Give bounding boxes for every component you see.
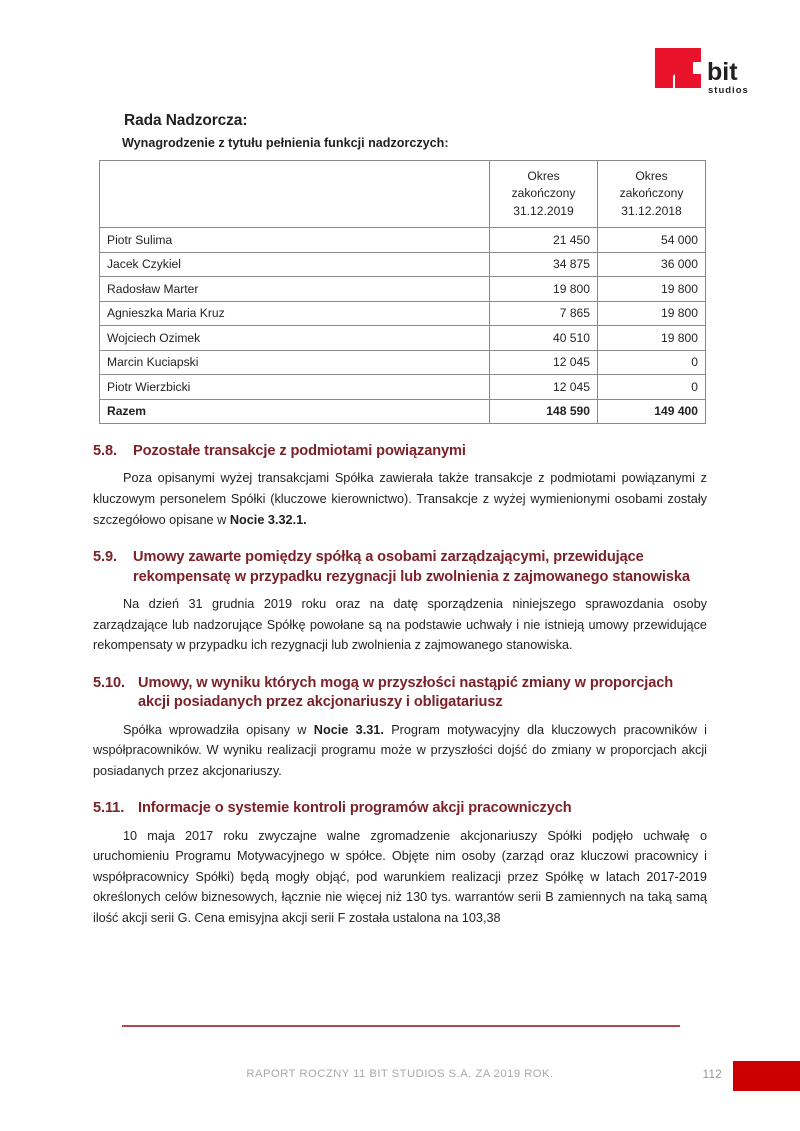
paragraph-text-bold: Nocie 3.32.1. (229, 512, 307, 527)
cell-name: Radosław Marter (100, 277, 490, 302)
table-row (100, 301, 706, 326)
footer-divider (122, 1025, 680, 1027)
cell-2019: 19 800 (490, 277, 598, 302)
cell-2018: 36 000 (598, 252, 706, 277)
table-body (100, 228, 706, 424)
cell-2019: 12 045 (490, 375, 598, 400)
paragraph-text-post: Program motywacyjny dla kluczowych pracowników i współpracowników. W wyniku realizacji programu może w przyszłości dojść do zmiany w proporcjach akcji posiadanych przez akcjonariuszy. (93, 722, 708, 778)
table-header-row (100, 161, 706, 228)
paragraph-text-pre: Spółka wprowadziła opisany w (123, 722, 314, 737)
section-number: 5.8. (93, 443, 117, 459)
section-title: Informacje o systemie kontroli programów akcji pracowniczych (138, 800, 572, 817)
logo-wordmark: bit (707, 58, 738, 86)
cell-name: Marcin Kuciapski (100, 350, 490, 375)
cell-2019: 7 865 (490, 301, 598, 326)
section-paragraph (93, 826, 707, 929)
cell-2019: 34 875 (490, 252, 598, 277)
page-number: 112 (702, 1068, 722, 1081)
table-header-period-2019 (490, 161, 598, 228)
footer-accent-block (733, 1061, 800, 1091)
paragraph-text-bold: Nocie 3.31. (313, 722, 384, 737)
cell-2018: 19 800 (598, 326, 706, 351)
header-line-1: Okres (527, 169, 560, 184)
table-header-blank (100, 161, 490, 228)
cell-total-2019: 148 590 (490, 399, 598, 424)
footer-label: RAPORT ROCZNY 11 BIT STUDIOS S.A. ZA 2019 ROK. (246, 1068, 554, 1080)
header-line-2: zakończony (511, 186, 576, 201)
paragraph-text-pre: Poza opisanymi wyżej transakcjami Spółka zawierała także transakcje z podmiotami powiązanymi z kluczowym personelem Spółki (kluczowe kierownictwo). Transakcje z wyżej wymienionymi osobami zostały szczegółowo opisane w (93, 471, 707, 527)
section-title: Umowy zawarte pomiędzy spółką a osobami zarządzającymi, przewidujące rekompensatę w przypadku rezygnacji lub zwolnienia z zajmowanego stanowiska (133, 549, 690, 585)
table-row (100, 326, 706, 351)
cell-total-2018: 149 400 (598, 399, 706, 424)
cell-2018: 19 800 (598, 301, 706, 326)
header-line-2: zakończony (619, 186, 684, 201)
table-row (100, 228, 706, 253)
section-title: Pozostałe transakcje z podmiotami powiązanymi (133, 443, 466, 459)
table-row (100, 277, 706, 302)
section-number: 5.11. (93, 800, 125, 817)
table-row (100, 350, 706, 375)
cell-total-label: Razem (100, 399, 490, 424)
header-line-3: 31.12.2018 (621, 203, 682, 218)
cell-2018: 54 000 (598, 228, 706, 253)
paragraph-text-pre: Na dzień 31 grudnia 2019 roku oraz na datę sporządzenia niniejszego sprawozdania osoby zarządzające lub nadzorujące Spółkę powołane są na podstawie uchwały i nie istnieją umowy przewidujące rekompensaty w przypadku ich rezygnacji lub zwolnienia z zajmowanego stanowiska. (93, 596, 707, 653)
cell-name: Piotr Wierzbicki (100, 375, 490, 400)
cell-2018: 19 800 (598, 277, 706, 302)
cell-2019: 40 510 (490, 326, 598, 351)
section-5-8 (0, 442, 800, 530)
section-5-11 (0, 799, 800, 928)
section-heading (93, 674, 707, 713)
section-paragraph (93, 720, 707, 782)
section-paragraph (93, 468, 707, 530)
cell-name: Wojciech Ozimek (100, 326, 490, 351)
section-title: Umowy, w wyniku których mogą w przyszłości nastąpić zmiany w proporcjach akcji posiadanych przez akcjonariuszy i obligatariusz (138, 674, 674, 711)
section-number: 5.10. (93, 674, 125, 691)
logo-subwordmark: studios (708, 85, 749, 96)
section-heading (93, 442, 707, 461)
cell-2019: 12 045 (490, 350, 598, 375)
cell-name: Jacek Czykiel (100, 252, 490, 277)
cell-2018: 0 (598, 350, 706, 375)
section-number: 5.9. (93, 549, 117, 566)
page-title: Rada Nadzorcza: (124, 112, 248, 129)
cell-name: Agnieszka Maria Kruz (100, 301, 490, 326)
section-heading (93, 548, 707, 587)
header-line-3: 31.12.2019 (513, 203, 574, 218)
paragraph-text-pre: 10 maja 2017 roku zwyczajne walne zgromadzenie akcjonariuszy Spółki podjęło uchwałę o uruchomieniu Programu Motywacyjnego w spółce. Objęte nim osoby (zarząd oraz kluczowi pracownicy i współpracownicy Spółki) będą mogły objąć, pod warunkiem realizacji przez Spółkę w latach 2017-2019 określonych celów biznesowych, łącznie nie więcej niż 130 tys. warrantów serii B zamiennych na taką samą ilość akcji serii G. Cena emisyjna akcji serii F została ustalona na 103,38 (93, 828, 707, 925)
table-total-row (100, 399, 706, 424)
cell-2019: 21 450 (490, 228, 598, 253)
table-header-period-2018 (598, 161, 706, 228)
11-bit-studios-logo (655, 48, 755, 100)
supervisory-board-remuneration-table (99, 160, 706, 424)
cell-2018: 0 (598, 375, 706, 400)
table-row (100, 375, 706, 400)
header-line-1: Okres (635, 169, 668, 184)
cell-name: Piotr Sulima (100, 228, 490, 253)
section-paragraph (93, 594, 707, 656)
page-content (0, 112, 800, 929)
section-5-9 (0, 548, 800, 656)
section-5-10 (0, 674, 800, 782)
table-row (100, 252, 706, 277)
section-heading (93, 799, 707, 818)
table-caption: Wynagrodzenie z tytułu pełnienia funkcji nadzorczych: (122, 136, 449, 150)
logo-mark-icon (655, 48, 701, 88)
